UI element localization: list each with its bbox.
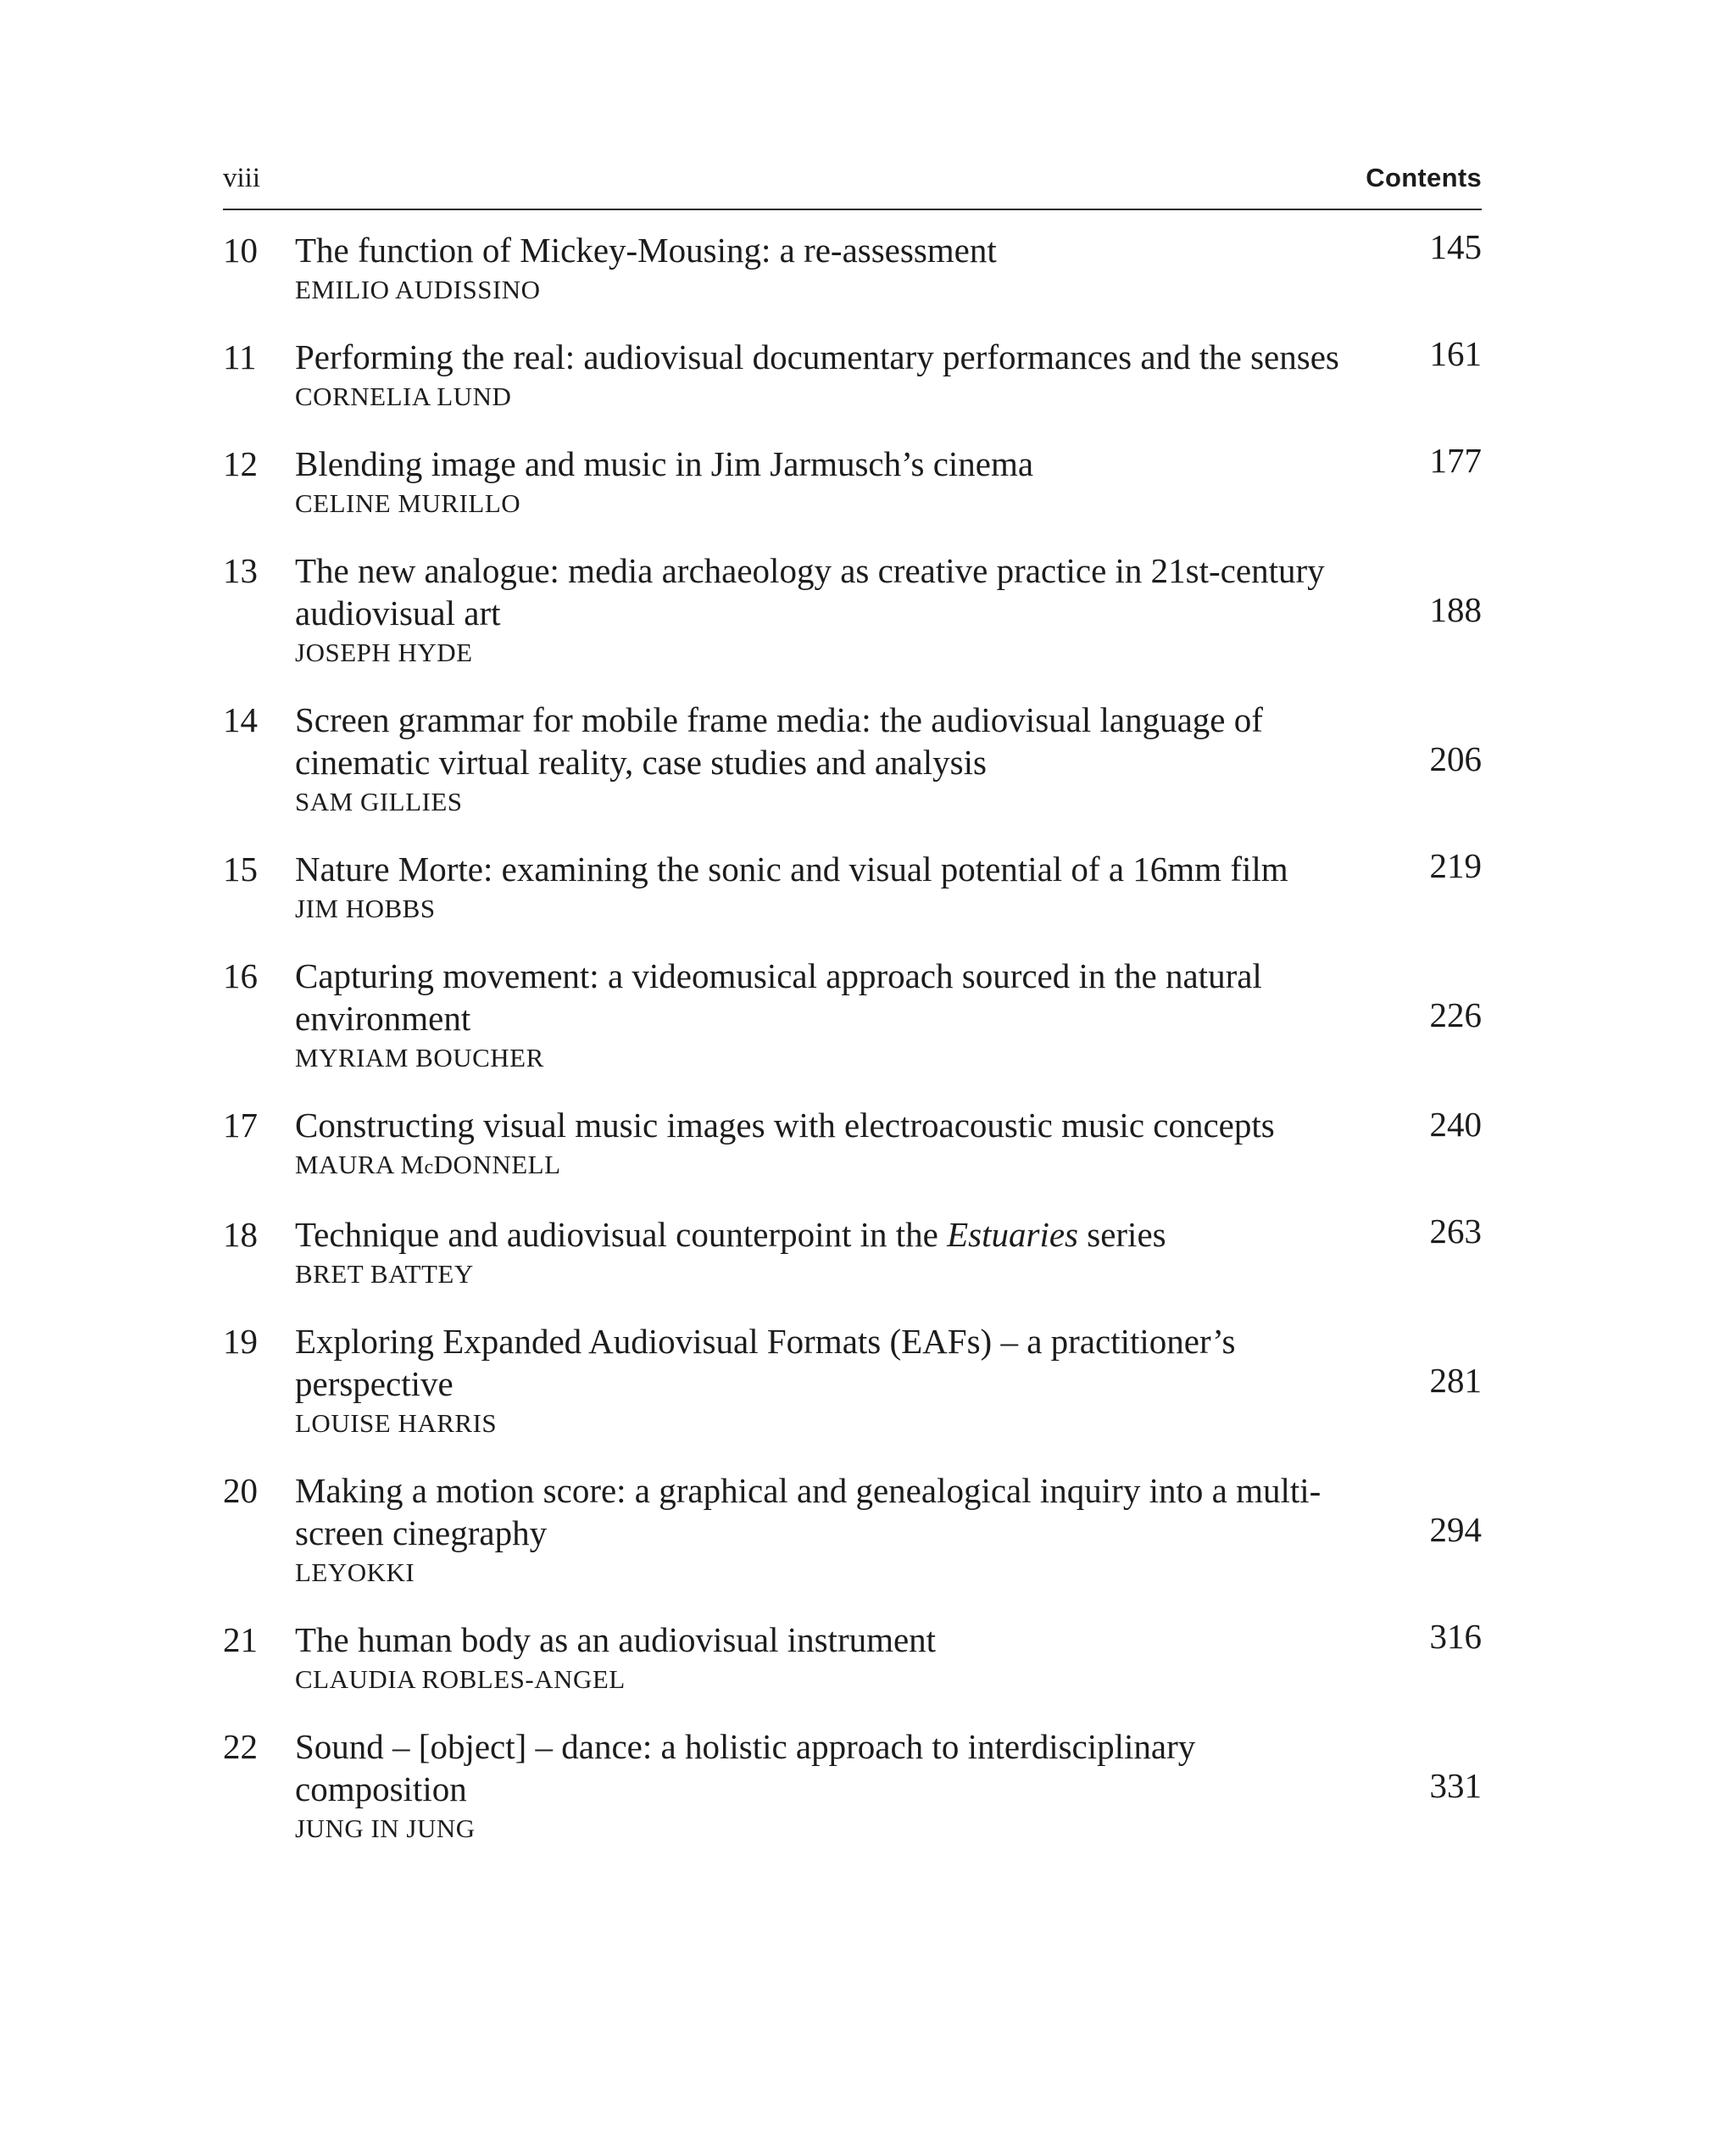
toc-list [223,229,1482,1846]
chapter-author: JUNG IN JUNG [295,1813,476,1843]
chapter-number: 10 [223,231,258,270]
chapter-author: MYRIAM BOUCHER [295,1043,544,1072]
running-head [223,161,1482,210]
chapter-title: The function of Mickey-Mousing: a re-assessment [295,231,997,270]
toc-entry [223,699,1482,819]
chapter-number: 21 [223,1620,258,1659]
chapter-author: CELINE MURILLO [295,488,521,518]
chapter-author: JOSEPH HYDE [295,638,473,667]
chapter-title: Capturing movement: a videomusical approach sourced in the natural environment [295,956,1262,1038]
author-part-small: c [424,1156,434,1178]
chapter-author: EMILIO AUDISSINO [295,275,541,304]
chapter-author: SAM GILLIES [295,787,463,816]
chapter-title: Nature Morte: examining the sonic and visual potential of a 16mm film [295,850,1288,889]
chapter-title: The new analogue: media archaeology as creative practice in 21st-century audiovisual art [295,551,1325,632]
chapter-author: CORNELIA LUND [295,382,512,411]
chapter-title: The human body as an audiovisual instrument [295,1620,937,1659]
toc-entry [223,549,1482,670]
contents-page [223,161,1482,1875]
chapter-number: 20 [223,1471,258,1510]
title-part: series [1078,1215,1166,1254]
chapter-page: 188 [1429,590,1482,629]
chapter-title [295,1213,1482,1256]
chapter-page: 206 [1429,739,1482,778]
chapter-number: 22 [223,1727,258,1766]
chapter-author: BRET BATTEY [295,1259,474,1289]
toc-entry [223,1618,1482,1696]
chapter-number: 17 [223,1106,258,1145]
chapter-number: 18 [223,1215,258,1254]
chapter-title: Performing the real: audiovisual documentary performances and the senses [295,337,1339,376]
chapter-author: LEYOKKI [295,1557,415,1587]
chapter-number: 19 [223,1322,258,1361]
chapter-page: 177 [1429,441,1482,480]
chapter-author: CLAUDIA ROBLES-ANGEL [295,1664,626,1694]
chapter-author: JIM HOBBS [295,894,436,923]
chapter-page: 226 [1429,995,1482,1034]
page-folio: viii [223,163,261,193]
section-title: Contents [1366,163,1482,192]
toc-entry [223,443,1482,521]
chapter-page: 161 [1429,334,1482,373]
chapter-page: 219 [1429,846,1482,885]
chapter-page: 263 [1429,1212,1482,1251]
chapter-number: 13 [223,551,258,590]
chapter-title: Screen grammar for mobile frame media: the audiovisual language of cinematic virtual reality, case studies and analysis [295,700,1263,782]
chapter-page: 240 [1429,1105,1482,1144]
title-italic-part: Estuaries [947,1215,1078,1254]
author-part: DONNELL [433,1150,561,1179]
toc-entry [223,229,1482,307]
chapter-page: 294 [1429,1510,1482,1549]
chapter-author [295,1148,1482,1184]
chapter-title: Constructing visual music images with electroacoustic music concepts [295,1106,1275,1145]
chapter-number: 14 [223,700,258,739]
toc-entry [223,1725,1482,1846]
chapter-number: 11 [223,337,257,376]
toc-entry [223,1320,1482,1440]
chapter-author: LOUISE HARRIS [295,1408,498,1438]
toc-entry [223,336,1482,414]
chapter-number: 16 [223,956,258,995]
toc-entry [223,1104,1482,1184]
chapter-page: 145 [1429,227,1482,266]
title-part: Technique and audiovisual counterpoint in the [295,1215,948,1254]
toc-entry [223,1469,1482,1590]
chapter-page: 331 [1429,1766,1482,1805]
chapter-title: Sound – [object] – dance: a holistic approach to interdisciplinary composition [295,1727,1196,1808]
author-part: MAURA M [295,1150,425,1179]
toc-entry [223,1213,1482,1291]
chapter-page: 281 [1429,1361,1482,1400]
toc-entry [223,955,1482,1075]
chapter-page: 316 [1429,1617,1482,1656]
chapter-number: 12 [223,444,258,483]
chapter-number: 15 [223,850,258,889]
chapter-title: Blending image and music in Jim Jarmusch’s cinema [295,444,1034,483]
chapter-title: Exploring Expanded Audiovisual Formats (EAFs) – a practitioner’s perspective [295,1322,1236,1403]
toc-entry [223,848,1482,926]
chapter-title: Making a motion score: a graphical and genealogical inquiry into a multi-screen cinegraphy [295,1471,1321,1552]
